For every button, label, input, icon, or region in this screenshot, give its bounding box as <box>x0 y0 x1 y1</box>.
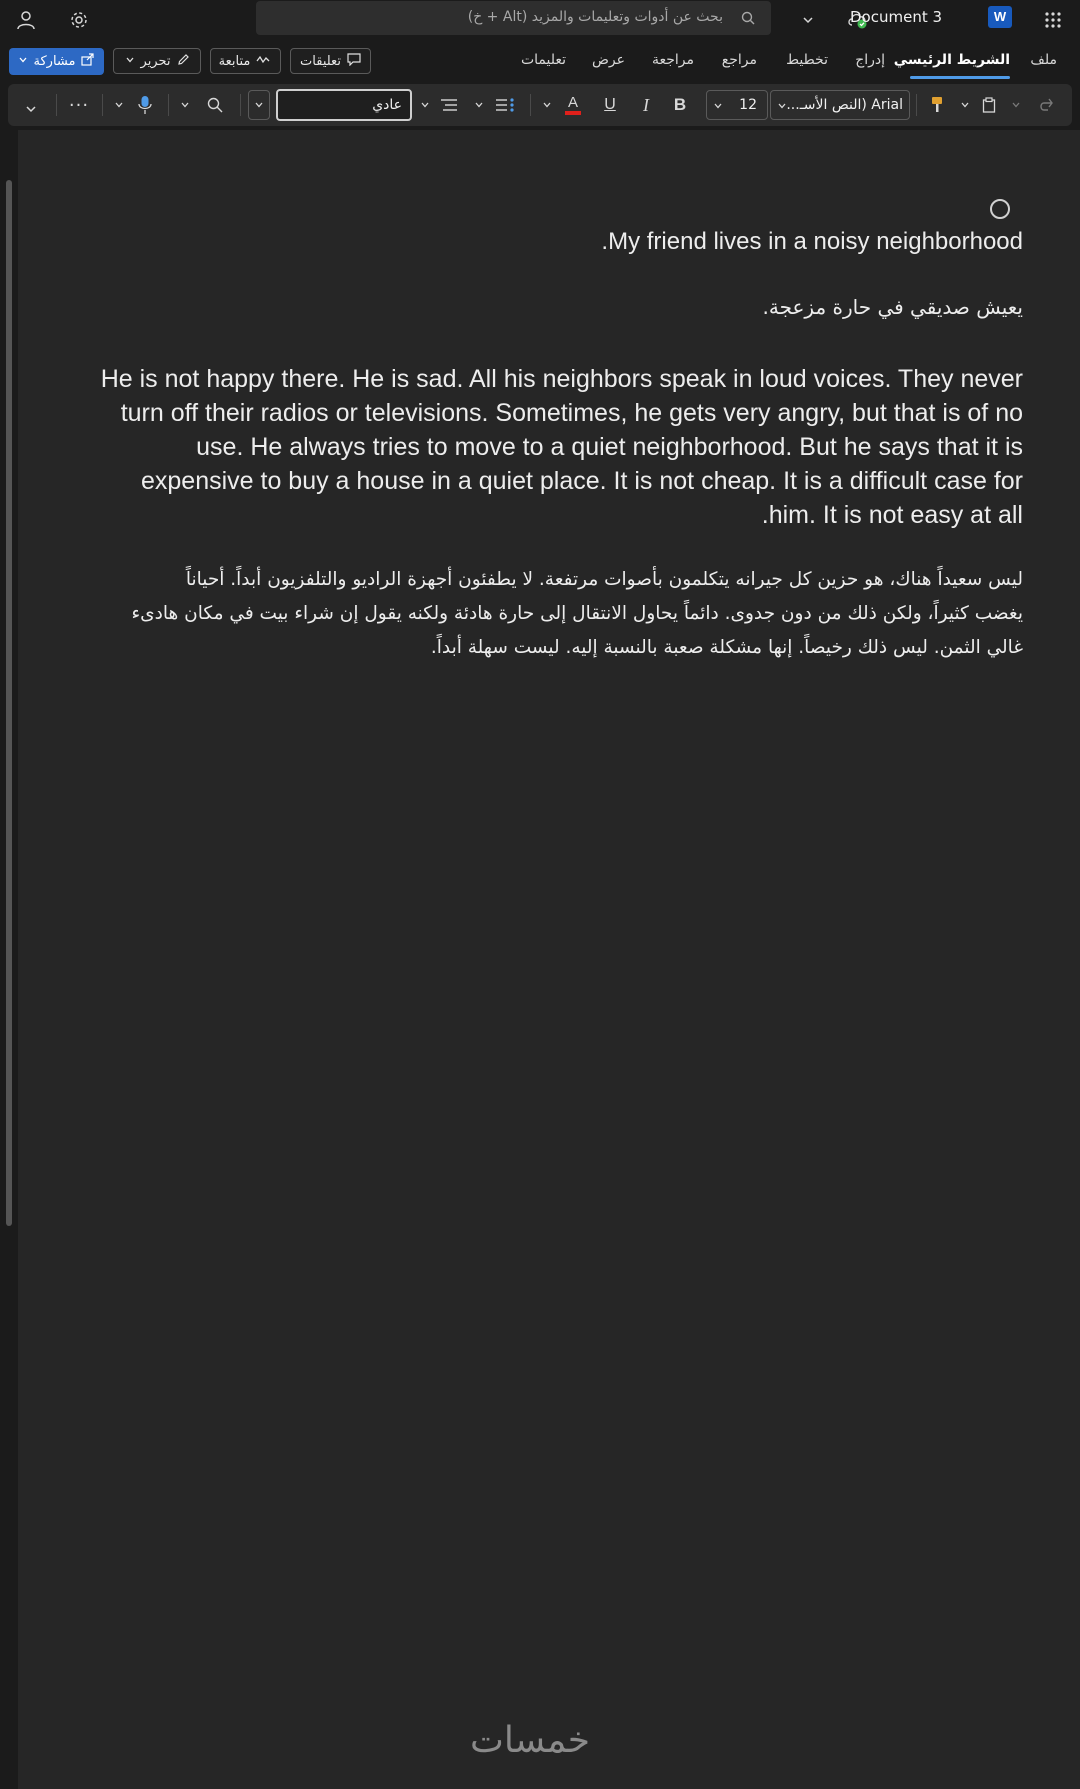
track-label: متابعة <box>218 53 251 69</box>
tab-references[interactable]: مراجع <box>721 52 757 68</box>
paragraph-3-line: turn off their radios or televisions. Sometimes, he gets very angry, but that is of no <box>120 399 1023 427</box>
title-bar <box>0 0 1080 40</box>
tab-review[interactable]: مراجعة <box>651 52 694 68</box>
italic-button[interactable]: I <box>643 94 649 115</box>
find-icon[interactable] <box>202 92 228 118</box>
search-icon <box>741 10 755 29</box>
chevron-down-icon[interactable] <box>956 92 974 118</box>
align-icon[interactable] <box>436 92 462 118</box>
paragraph-4-line: يغضب كثيراً، ولكن ذلك من دون جدوى. دائماً يحاول الانتقال إلى حارة هادئة ولكنه يقول إن شراء بيت في مكان هادىء <box>131 603 1023 624</box>
chevron-down-icon[interactable] <box>792 4 824 36</box>
paragraph-3-line: He is not happy there. He is sad. All his neighbors speak in loud voices. They never <box>100 365 1023 393</box>
paragraph-4-line: ليس سعيداً هناك، هو حزين كل جيرانه يتكلمون بأصوات مرتفعة. لا يطفئون أجهزة الراديو والتلفزيون أبداً. أحياناً <box>185 569 1023 590</box>
comments-label: تعليقات <box>300 53 341 69</box>
chevron-down-icon <box>713 99 723 115</box>
chevron-down-icon[interactable] <box>470 92 488 118</box>
paragraph-4[interactable] <box>88 563 1023 665</box>
font-size-select[interactable] <box>706 90 768 120</box>
watermark-logo: خمسات <box>470 1720 591 1761</box>
chevron-down-icon[interactable] <box>176 92 194 118</box>
paragraph-4-line: غالي الثمن. ليس ذلك رخيصاً. إنها مشكلة صعبة بالنسبة إليه. ليست سهلة أبداً. <box>430 637 1023 658</box>
paste-icon[interactable] <box>976 92 1002 118</box>
search-input[interactable] <box>256 1 771 35</box>
tab-view[interactable]: عرض <box>591 52 625 68</box>
paragraph-3-line: use. He always tries to move to a quiet neighborhood. But he says that it is <box>196 433 1023 461</box>
active-tab-indicator <box>910 76 1010 79</box>
style-select[interactable] <box>276 89 412 121</box>
font-name-value: Arial (النص الأسـ... <box>786 97 903 113</box>
apps-grid-icon[interactable] <box>1037 4 1069 36</box>
vertical-scrollbar[interactable] <box>6 180 12 1226</box>
paragraph-marker-icon <box>990 199 1010 219</box>
editing-mode-button[interactable] <box>113 48 201 74</box>
paragraph-3-line: him. It is not easy at all. <box>761 501 1023 529</box>
dictate-microphone-icon[interactable] <box>132 92 158 118</box>
redo-icon[interactable] <box>1033 92 1059 118</box>
tab-help[interactable]: تعليمات <box>520 52 566 68</box>
separator <box>168 94 169 116</box>
paragraph-1[interactable]: My friend lives in a noisy neighborhood. <box>601 228 1023 255</box>
bullet-list-icon[interactable] <box>492 92 518 118</box>
underline-button[interactable]: U <box>604 96 616 113</box>
comments-button[interactable] <box>290 48 371 74</box>
paragraph-3[interactable] <box>88 362 1023 532</box>
separator <box>530 94 531 116</box>
paragraph-2[interactable]: يعيش صديقي في حارة مزعجة. <box>762 295 1023 319</box>
share-icon <box>81 53 95 70</box>
font-size-value: 12 <box>739 97 757 113</box>
format-painter-icon[interactable] <box>924 92 950 118</box>
chevron-down-icon <box>18 54 28 69</box>
more-options-button[interactable]: ··· <box>68 94 90 116</box>
track-changes-button[interactable] <box>210 48 281 74</box>
chevron-down-icon[interactable] <box>538 92 556 118</box>
gear-icon[interactable] <box>63 4 95 36</box>
tab-home[interactable]: الشريط الرئيسي <box>893 52 1010 68</box>
tab-file[interactable]: ملف <box>1030 52 1057 68</box>
share-button[interactable] <box>9 48 104 75</box>
chevron-down-icon[interactable] <box>416 92 434 118</box>
chevron-down-icon[interactable] <box>110 92 128 118</box>
font-color-button[interactable] <box>560 92 586 118</box>
paragraph-3-line: expensive to buy a house in a quiet place. It is not cheap. It is a difficult case for <box>140 467 1023 495</box>
chevron-down-icon <box>777 99 787 115</box>
separator <box>916 94 917 116</box>
chevron-down-icon <box>125 54 135 69</box>
search-placeholder: بحث عن أدوات وتعليمات والمزيد (Alt + خ) <box>467 9 723 25</box>
edit-label: تحرير <box>140 53 171 69</box>
styles-dropdown-button[interactable] <box>248 90 270 120</box>
font-color-swatch <box>565 111 581 115</box>
style-value: عادي <box>372 97 402 113</box>
share-label: مشاركة <box>33 54 76 69</box>
document-title[interactable]: Document 3 <box>850 8 943 26</box>
tab-insert[interactable]: إدراج <box>855 52 885 68</box>
person-icon[interactable] <box>10 4 42 36</box>
separator <box>102 94 103 116</box>
font-name-select[interactable] <box>770 90 910 120</box>
separator <box>56 94 57 116</box>
pencil-icon <box>177 53 190 70</box>
formatting-toolbar <box>8 84 1072 126</box>
word-app-icon[interactable]: W <box>988 6 1012 28</box>
comment-icon <box>347 53 361 70</box>
chevron-down-icon[interactable] <box>1006 92 1026 118</box>
tab-layout[interactable]: تخطيط <box>786 52 828 68</box>
bold-button[interactable]: B <box>673 95 687 114</box>
separator <box>240 94 241 116</box>
track-icon <box>256 54 272 69</box>
font-color-glyph: A <box>567 94 578 111</box>
expand-ribbon-icon[interactable] <box>16 96 46 122</box>
